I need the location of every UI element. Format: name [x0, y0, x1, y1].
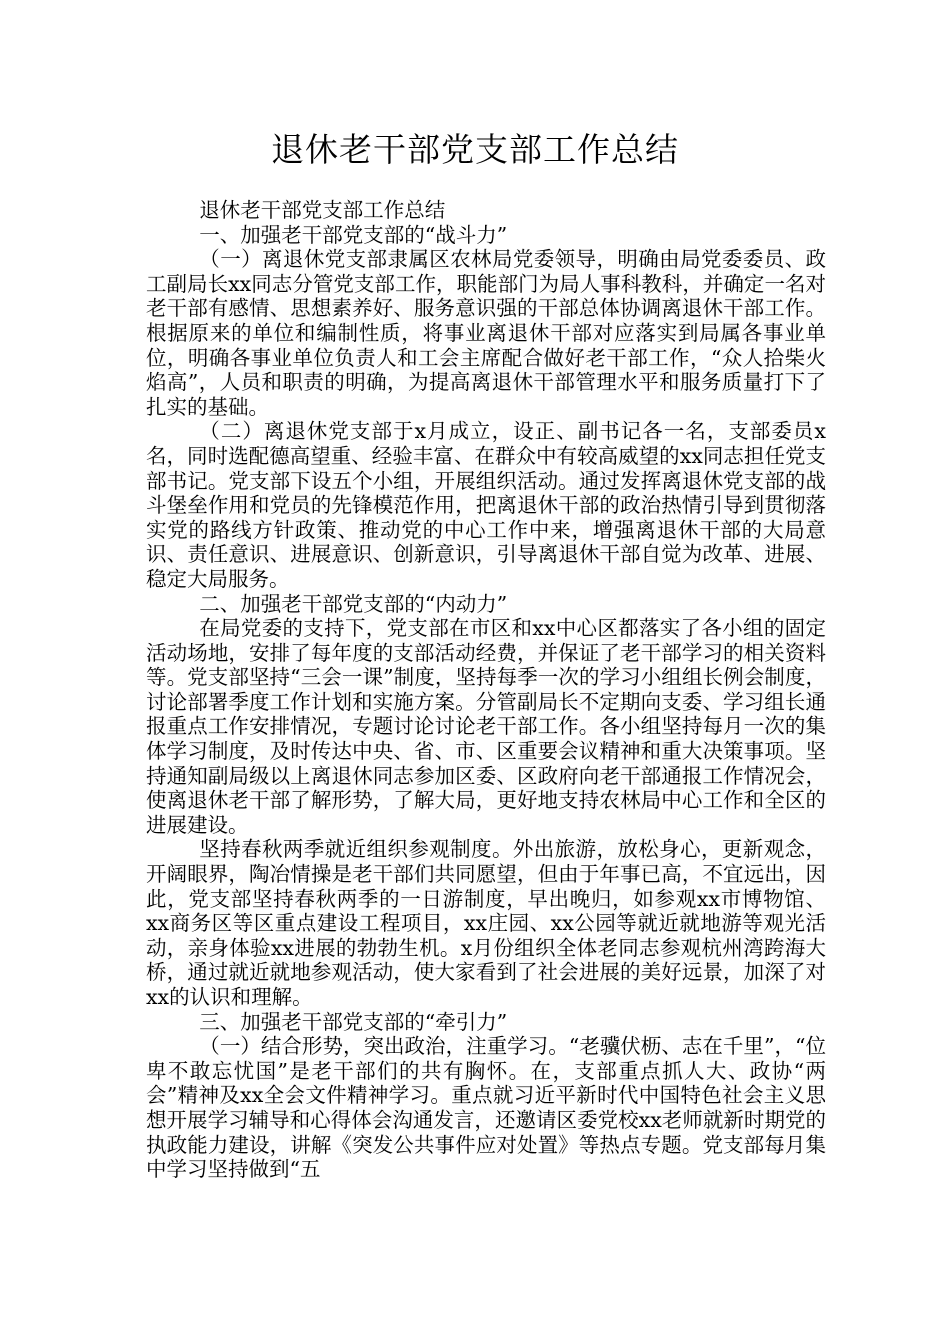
paragraph: 坚持春秋两季就近组织参观制度。外出旅游，放松身心，更新观念，开阔眼界，陶冶情操是老干部们共同愿望，但由于年事已高，不宜远出，因此，党支部坚持春秋两季的一日游制度，早出晚归，如参观xx市博物馆、xx商务区等区重点建设工程项目，xx庄园、xx公园等就近就地游等观光活动，亲身体验xx进展的勃勃生机。x月份组织全体老同志参观杭州湾跨海大桥，通过就近就地参观活动，使大家看到了社会进展的美好远景，加深了对xx的认识和理解。 — [146, 837, 826, 1009]
paragraph: （二）离退休党支部于x月成立，设正、副书记各一名，支部委员x名，同时选配德高望重、经验丰富、在群众中有较高威望的xx同志担任党支部书记。党支部下设五个小组，开展组织活动。通过发挥离退休党支部的战斗堡垒作用和党员的先锋模范作用，把离退休干部的政治热情引导到贯彻落实党的路线方针政策、推动党的中心工作中来，增强离退休干部的大局意识、责任意识、进展意识、创新意识，引导离退休干部自觉为改革、进展、稳定大局服务。 — [146, 419, 826, 591]
section-heading-2: 二、加强老干部党支部的“内动力” — [199, 591, 508, 616]
document-body — [146, 198, 826, 1182]
paragraph-heading-repeat: 退休老干部党支部工作总结 — [199, 198, 446, 222]
section-heading-3: 三、加强老干部党支部的“牵引力” — [199, 1009, 508, 1034]
section-heading-1: 一、加强老干部党支部的“战斗力” — [199, 222, 508, 247]
paragraph: （一）结合形势，突出政治，注重学习。“老骥伏枥、志在千里”，“位卑不敢忘忧国”是老干部们的共有胸怀。在，支部重点抓人大、政协“两会”精神及xx全会文件精神学习。重点就习近平新时代中国特色社会主义思想开展学习辅导和心得体会沟通发言，还邀请区委党校xx老师就新时期党的执政能力建设，讲解《突发公共事件应对处置》等热点专题。党支部每月集中学习坚持做到“五 — [146, 1034, 826, 1182]
paragraph: （一）离退休党支部隶属区农林局党委领导，明确由局党委委员、政工副局长xx同志分管党支部工作，职能部门为局人事科教科，并确定一名对老干部有感情、思想素养好、服务意识强的干部总体协调离退休干部工作。根据原来的单位和编制性质，将事业离退休干部对应落实到局属各事业单位，明确各事业单位负责人和工会主席配合做好老干部工作，“众人拾柴火焰高”，人员和职责的明确，为提高离退休干部管理水平和服务质量打下了扎实的基础。 — [146, 247, 826, 419]
paragraph: 在局党委的支持下，党支部在市区和xx中心区都落实了各小组的固定活动场地，安排了每年度的支部活动经费，并保证了老干部学习的相关资料等。党支部坚持“三会一课”制度，坚持每季一次的学习小组组长例会制度，讨论部署季度工作计划和实施方案。分管副局长不定期向支委、学习组长通报重点工作安排情况，专题讨论讨论老干部工作。各小组坚持每月一次的集体学习制度，及时传达中央、省、市、区重要会议精神和重大决策事项。坚持通知副局级以上离退休同志参加区委、区政府向老干部通报工作情况会，使离退休老干部了解形势，了解大局，更好地支持农林局中心工作和全区的进展建设。 — [146, 616, 826, 837]
document-title: 退休老干部党支部工作总结 — [271, 130, 679, 169]
